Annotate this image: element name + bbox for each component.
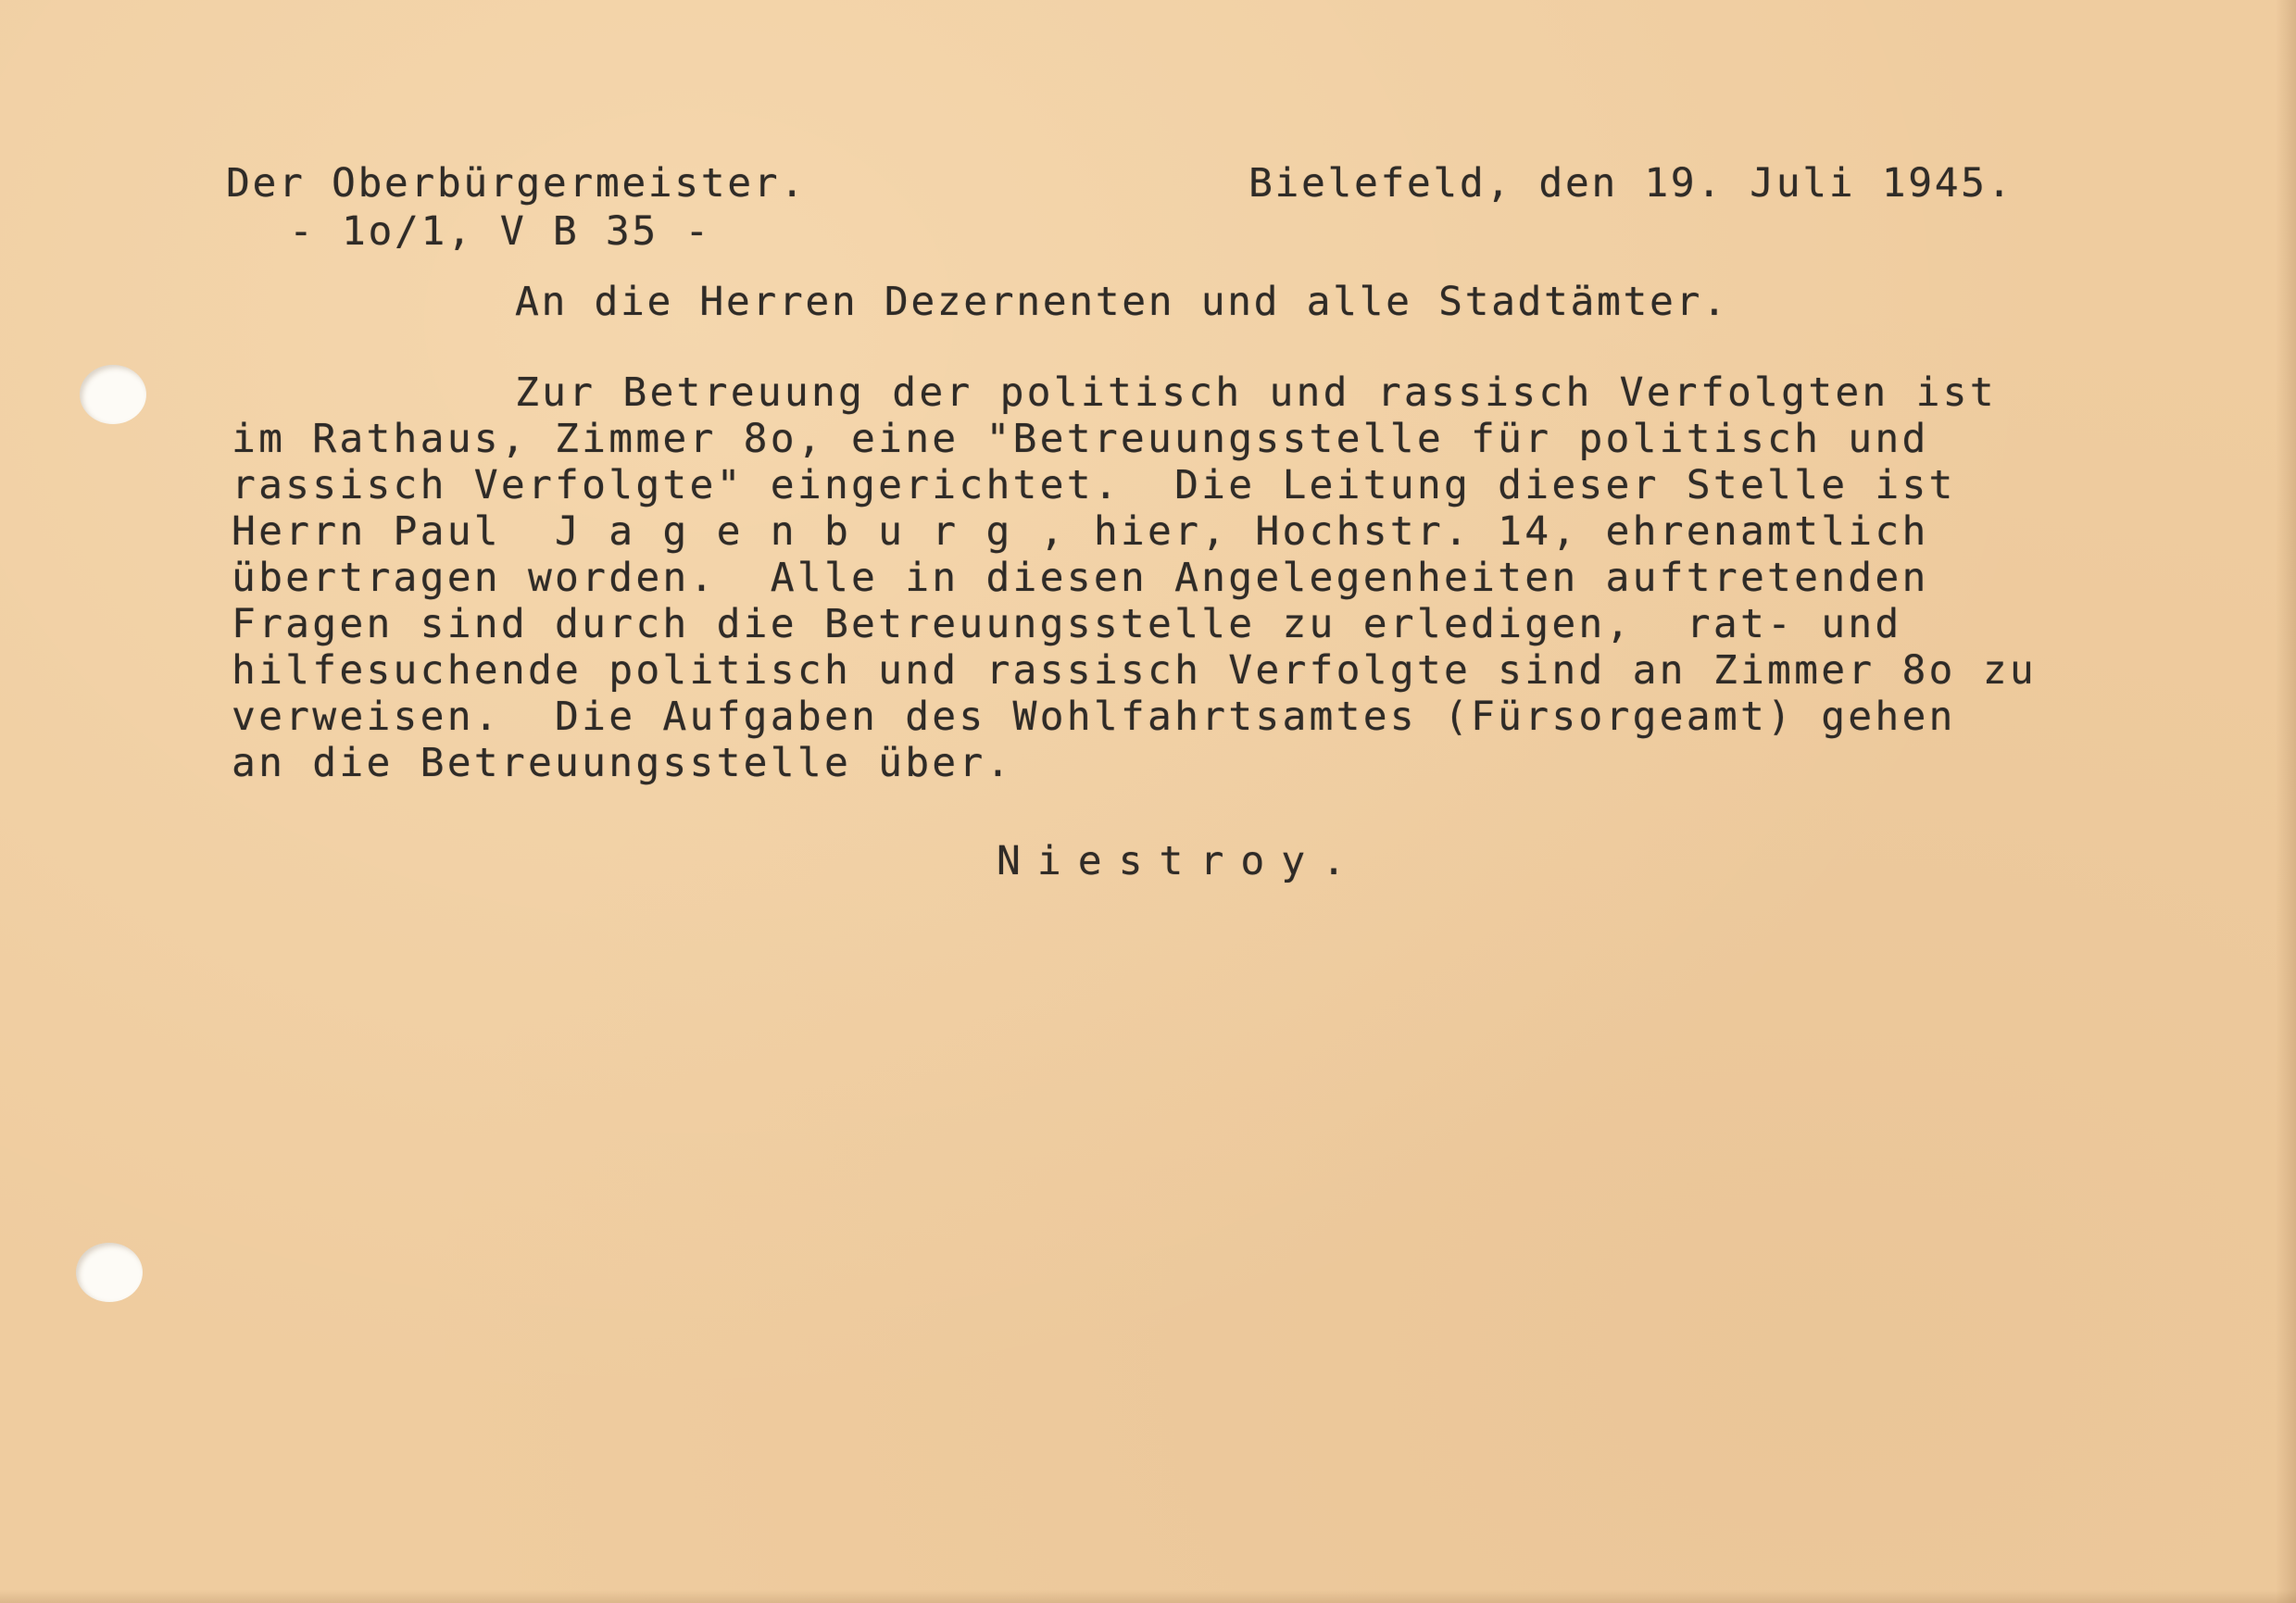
sender-line: Der Oberbürgermeister.	[226, 160, 807, 207]
body-line: rassisch Verfolgte" eingerichtet. Die Leitung dieser Stelle ist	[232, 462, 1956, 508]
paper-edge-shadow	[2276, 0, 2296, 1603]
body-line: verweisen. Die Aufgaben des Wohlfahrtsamtes (Fürsorgeamt) gehen	[232, 694, 1956, 740]
body-line: an die Betreuungsstelle über.	[232, 740, 1013, 786]
body-line: Herrn Paul J a g e n b u r g , hier, Hochstr. 14, ehrenamtlich	[232, 508, 1929, 555]
body-line: hilfesuchende politisch und rassisch Verfolgte sind an Zimmer 8o zu	[232, 647, 2037, 694]
recipient-address: An die Herren Dezernenten und alle Stadtämter.	[515, 279, 1729, 325]
body-line: Zur Betreuung der politisch und rassisch Verfolgten ist	[515, 369, 1997, 416]
body-line: im Rathaus, Zimmer 8o, eine "Betreuungsstelle für politisch und	[232, 416, 1929, 462]
signature: Niestroy.	[997, 838, 1362, 884]
body-line: Fragen sind durch die Betreuungsstelle zu erledigen, rat- und	[232, 601, 1902, 647]
punch-hole-bottom	[76, 1243, 143, 1302]
punch-hole-top	[80, 365, 146, 424]
place-and-date: Bielefeld, den 19. Juli 1945.	[1248, 160, 2014, 207]
paper-bottom-shadow	[0, 1590, 2296, 1603]
reference-number: - 1o/1, V B 35 -	[289, 208, 711, 255]
body-line: übertragen worden. Alle in diesen Angelegenheiten auftretenden	[232, 555, 1929, 601]
